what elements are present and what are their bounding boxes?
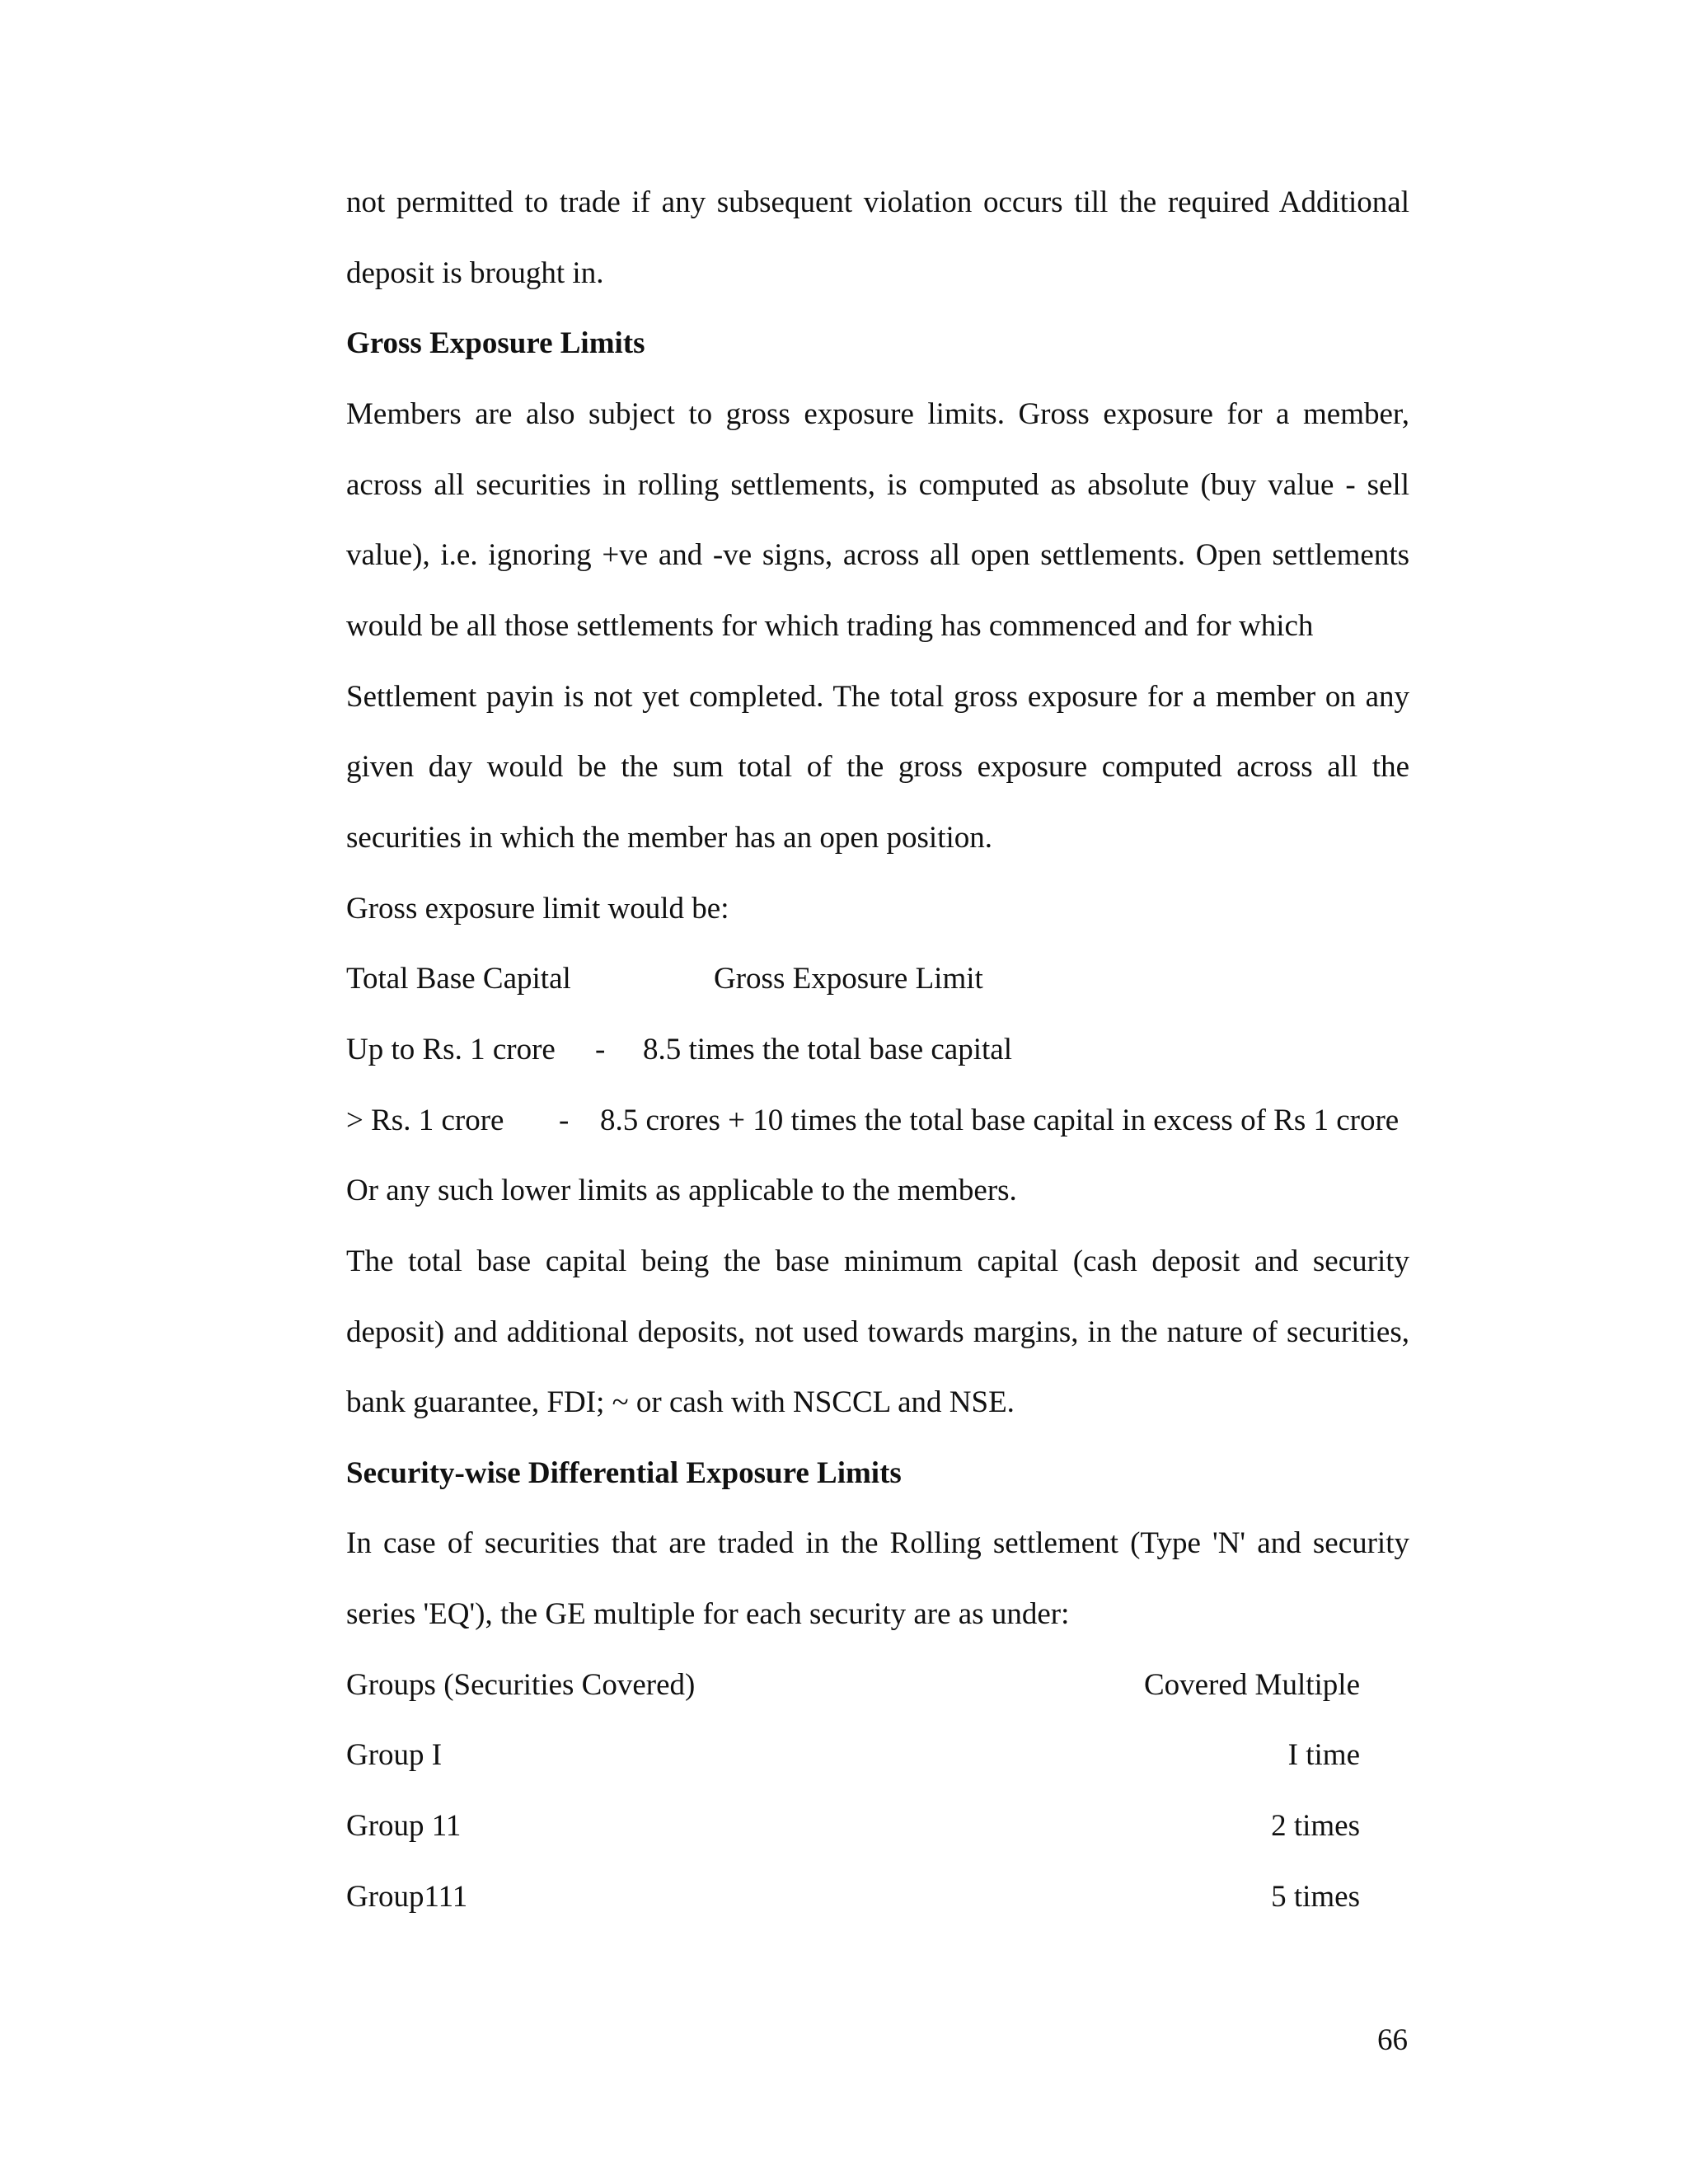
groups-row-2-multiple: 2 times [1271, 1809, 1360, 1843]
groups-header-multiple: Covered Multiple [1143, 1668, 1360, 1702]
paragraph-line: deposit is brought in. [346, 256, 604, 290]
limits-row-1-limit: 8.5 times the total base capital [643, 1033, 1012, 1066]
limits-row-1-range: Up to Rs. 1 crore [346, 1033, 556, 1066]
page-number: 66 [1377, 2023, 1408, 2057]
paragraph-line: Gross exposure limit would be: [346, 892, 729, 926]
paragraph-line: given day would be the sum total of the gross exposure computed across all the [346, 750, 1409, 784]
section-heading-security-wise: Security-wise Differential Exposure Limits [346, 1456, 902, 1490]
paragraph-line: In case of securities that are traded in the Rolling settlement (Type 'N' and security [346, 1526, 1409, 1560]
limits-row-1-dash: - [595, 1033, 606, 1066]
groups-row-2-group: Group 11 [346, 1809, 462, 1843]
limits-row-2-limit: 8.5 crores + 10 times the total base capital in excess of Rs 1 crore [600, 1104, 1400, 1137]
paragraph-line: would be all those settlements for which trading has commenced and for which [346, 609, 1314, 643]
groups-row-1-group: Group I [346, 1738, 443, 1772]
paragraph-line: Settlement payin is not yet completed. The total gross exposure for a member on any [346, 680, 1409, 714]
paragraph-line: bank guarantee, FDI; ~ or cash with NSCCL and NSE. [346, 1385, 1015, 1419]
paragraph-line: Or any such lower limits as applicable to the members. [346, 1174, 1017, 1207]
limits-header-base-capital: Total Base Capital [346, 962, 571, 996]
paragraph-line: securities in which the member has an open position. [346, 821, 993, 855]
section-heading-gross-exposure: Gross Exposure Limits [346, 326, 645, 360]
limits-row-2-dash: - [559, 1104, 570, 1137]
groups-row-3-multiple: 5 times [1271, 1880, 1360, 1914]
paragraph-line: value), i.e. ignoring +ve and -ve signs, across all open settlements. Open settlements [346, 538, 1409, 572]
paragraph-line: The total base capital being the base minimum capital (cash deposit and security [346, 1244, 1409, 1278]
limits-header-exposure-limit: Gross Exposure Limit [714, 962, 983, 996]
paragraph-line: not permitted to trade if any subsequent violation occurs till the required Additional [346, 185, 1409, 219]
paragraph-line: series 'EQ'), the GE multiple for each security are as under: [346, 1597, 1070, 1631]
groups-row-1-multiple: I time [1287, 1738, 1360, 1772]
paragraph-line: across all securities in rolling settlements, is computed as absolute (buy value - sell [346, 468, 1409, 502]
paragraph-line: deposit) and additional deposits, not used towards margins, in the nature of securities, [346, 1315, 1409, 1349]
paragraph-line: Members are also subject to gross exposure limits. Gross exposure for a member, [346, 397, 1409, 431]
groups-row-3-group: Group111 [346, 1880, 468, 1914]
groups-header-groups: Groups (Securities Covered) [346, 1668, 696, 1702]
limits-row-2-range: > Rs. 1 crore [346, 1104, 504, 1137]
